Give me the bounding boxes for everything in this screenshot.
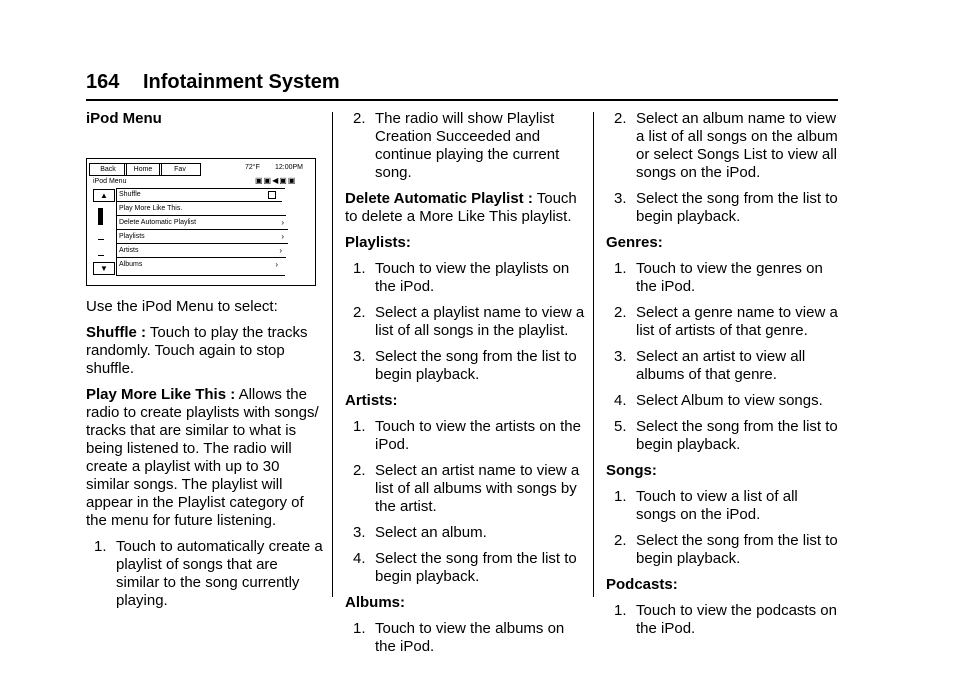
list-item [606, 418, 838, 454]
list-item [606, 190, 838, 226]
chevron-right-icon: › [275, 260, 278, 269]
status-icons: ▣▣◀▣▣ [255, 176, 297, 185]
list-number: 2. [614, 532, 627, 549]
list-item [345, 550, 585, 586]
list-number: 3. [353, 348, 366, 365]
list-item [606, 602, 838, 638]
list-text: Select a genre name to view a list of artists of that genre. [636, 304, 838, 339]
chevron-right-icon: › [281, 218, 284, 227]
podcasts-steps [606, 602, 838, 638]
list-item [345, 348, 585, 384]
menu-item-play-more-like-this: Play More Like This. [116, 202, 286, 216]
albums-heading: Albums: [345, 594, 405, 611]
list-number: 1. [614, 488, 627, 505]
column-divider [593, 112, 594, 597]
genres-steps [606, 260, 838, 454]
chevron-right-icon: › [279, 246, 282, 255]
albums-steps [345, 620, 585, 656]
list-item: 1. Touch to automatically create a playlist of songs that are similar to the song currently playing. [94, 538, 323, 609]
scroll-up-arrow-icon: ▲ [93, 189, 115, 202]
scroll-tick [98, 239, 104, 240]
menu-item-delete-automatic-playlist: Delete Automatic Playlist › [116, 216, 288, 230]
list-number: 5. [614, 418, 627, 435]
section-title-ipod-menu: iPod Menu [86, 110, 162, 127]
list-item [345, 524, 585, 542]
column-1 [86, 110, 324, 618]
play-more-like-this-text: Allows the radio to create playlists with songs/ tracks that are similar to what is being listened to. The radio will create a playlist with up to 30 similar songs. The playlist will appear in the Playlist category of the menu for future listening. [86, 386, 319, 529]
list-item: 2. The radio will show Playlist Creation Succeeded and continue playing the current song. [353, 110, 560, 181]
menu-item-shuffle: Shuffle [116, 188, 282, 202]
list-text: Select Album to view songs. [636, 392, 823, 409]
ipod-menu-screenshot [86, 158, 316, 286]
podcasts-heading: Podcasts: [606, 576, 678, 593]
list-text: Select the song from the list to begin playback. [636, 190, 838, 225]
temperature-readout: 72°F [245, 164, 260, 171]
list-number: 3. [614, 348, 627, 365]
play-more-like-this-steps [86, 538, 324, 610]
play-more-like-this-paragraph [86, 386, 324, 530]
list-item [345, 304, 585, 340]
list-number: 4. [614, 392, 627, 409]
list-text: Touch to view a list of all songs on the iPod. [636, 488, 798, 523]
column-divider [332, 112, 333, 597]
list-text: Select the song from the list to begin playback. [375, 348, 577, 383]
list-number: 2. [353, 462, 366, 479]
songs-steps [606, 488, 838, 568]
chevron-right-icon: › [281, 232, 284, 241]
artists-steps [345, 418, 585, 586]
checkbox-icon [268, 191, 276, 199]
list-item [606, 304, 838, 340]
intro-text: Use the iPod Menu to select: [86, 298, 278, 315]
shuffle-text: Touch to play the tracks randomly. Touch again to stop shuffle. [86, 324, 308, 377]
list-text: Select an album. [375, 524, 487, 541]
list-text: Select an album name to view a list of all songs on the album or select Songs List to view all songs on the iPod. [636, 110, 838, 181]
scroll-tick [98, 255, 104, 256]
albums-steps-continued [606, 110, 838, 226]
list-item [345, 620, 585, 656]
page-title: Infotainment System [142, 71, 340, 93]
column-2 [345, 110, 585, 664]
list-text: Select the song from the list to begin playback. [636, 532, 838, 567]
list-item [606, 260, 838, 296]
page-header [86, 70, 838, 101]
list-text: Select an artist to view all albums of that genre. [636, 348, 806, 383]
list-text: Touch to view the artists on the iPod. [375, 418, 581, 453]
artists-heading: Artists: [345, 392, 398, 409]
back-button: Back [89, 163, 127, 176]
column-3 [606, 110, 838, 646]
list-text: Touch to view the podcasts on the iPod. [636, 602, 837, 637]
screen-menu-title: iPod Menu [93, 178, 127, 185]
list-number: 1. [614, 602, 627, 619]
list-number: 1. [353, 418, 366, 435]
genres-heading: Genres: [606, 234, 663, 251]
list-item [345, 462, 585, 516]
list-item [606, 348, 838, 384]
list-item [345, 418, 585, 454]
play-more-like-this-steps-continued [345, 110, 585, 182]
list-text: Select a playlist name to view a list of all songs in the playlist. [375, 304, 585, 339]
list-number: 1. [614, 260, 627, 277]
shuffle-paragraph [86, 324, 324, 378]
playlists-heading: Playlists: [345, 234, 411, 251]
list-text: Touch to view the albums on the iPod. [375, 620, 565, 655]
list-text: Select the song from the list to begin playback. [636, 418, 838, 453]
list-number: 4. [353, 550, 366, 567]
songs-heading: Songs: [606, 462, 657, 479]
fav-button: Fav [159, 163, 201, 176]
list-item [345, 260, 585, 296]
list-item [606, 532, 838, 568]
list-number: 1. [353, 260, 366, 277]
page-number: 164 [86, 71, 120, 93]
delete-automatic-playlist-text: Touch to delete a More Like This playlist. [345, 190, 577, 225]
list-number: 3. [353, 524, 366, 541]
shuffle-term: Shuffle : [86, 324, 146, 341]
list-item [606, 392, 838, 410]
list-text: Select the song from the list to begin playback. [375, 550, 577, 585]
list-number: 2. [614, 304, 627, 321]
list-text: Touch to view the genres on the iPod. [636, 260, 823, 295]
list-number: 2. [614, 110, 627, 127]
list-item [606, 110, 838, 182]
menu-item-playlists: Playlists › [116, 230, 288, 244]
list-text: Touch to view the playlists on the iPod. [375, 260, 570, 295]
clock-readout: 12:00PM [275, 164, 304, 171]
home-button: Home [124, 163, 162, 176]
list-item [606, 488, 838, 524]
menu-item-artists: Artists › [116, 244, 286, 258]
play-more-like-this-term: Play More Like This : [86, 386, 236, 403]
delete-automatic-playlist-term: Delete Automatic Playlist : [345, 190, 533, 207]
list-number: 3. [614, 190, 627, 207]
delete-automatic-playlist-paragraph [345, 190, 585, 226]
list-number: 1. [353, 620, 366, 637]
scroll-down-arrow-icon: ▼ [93, 262, 115, 275]
list-number: 2. [353, 304, 366, 321]
list-text: Select an artist name to view a list of all albums with songs by the artist. [375, 462, 580, 515]
menu-item-albums: Albums › [119, 260, 278, 269]
scroll-thumb [98, 208, 103, 225]
playlists-steps [345, 260, 585, 384]
